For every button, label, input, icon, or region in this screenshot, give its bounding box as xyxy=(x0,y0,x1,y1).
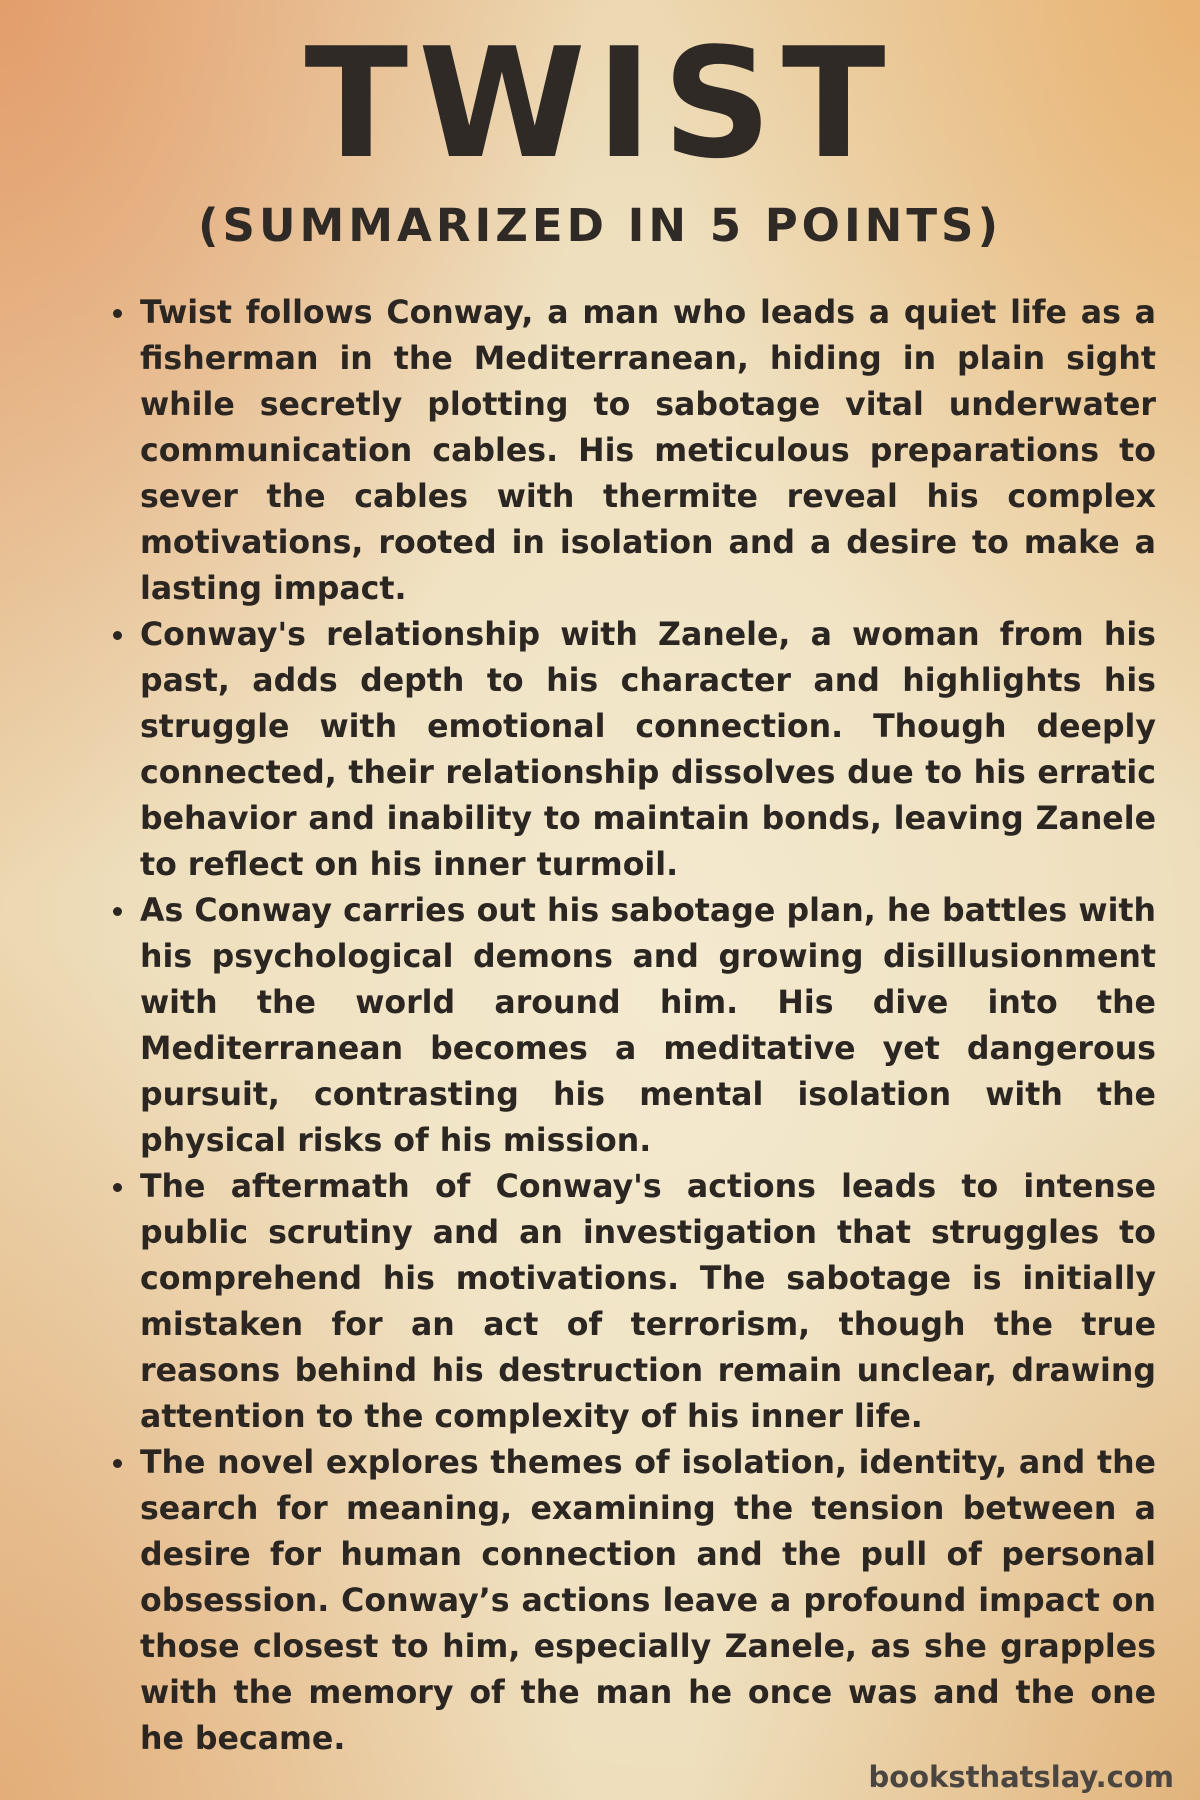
summary-point-4 xyxy=(140,1164,1156,1440)
summary-point-3 xyxy=(140,888,1156,1164)
summary-point-1 xyxy=(140,290,1156,612)
summary-point-5 xyxy=(140,1440,1156,1762)
summary-point-2 xyxy=(140,612,1156,888)
summary-point-text: As Conway carries out his sabotage plan, he battles with his psychological demons and growing disillusionment with the world around him. His dive into the Mediterranean becomes a meditative yet dangerous pursuit, contrasting his mental isolation with the physical risks of his mission. xyxy=(140,893,1156,1159)
summary-list xyxy=(0,290,1200,1762)
bullet-icon xyxy=(113,309,122,318)
summary-point-text: Twist follows Conway, a man who leads a quiet life as a fisherman in the Mediterranean, hiding in plain sight while secretly plotting to sabotage vital underwater communication cables. His meticulous preparations to sever the cables with thermite reveal his complex motivations, rooted in isolation and a desire to make a lasting impact. xyxy=(140,295,1156,607)
summary-point-text: Conway's relationship with Zanele, a woman from his past, adds depth to his character and highlights his struggle with emotional connection. Though deeply connected, their relationship dissolves due to his erratic behavior and inability to maintain bonds, leaving Zanele to reflect on his inner turmoil. xyxy=(140,617,1156,883)
summary-point-text: The aftermath of Conway's actions leads to intense public scrutiny and an investigation that struggles to comprehend his motivations. The sabotage is initially mistaken for an act of terrorism, though the true reasons behind his destruction remain unclear, drawing attention to the complexity of his inner life. xyxy=(140,1169,1156,1435)
bullet-icon xyxy=(113,1183,122,1192)
bullet-icon xyxy=(113,1459,122,1468)
bullet-icon xyxy=(113,631,122,640)
bullet-icon xyxy=(113,907,122,916)
summary-point-text: The novel explores themes of isolation, identity, and the search for meaning, examining the tension between a desire for human connection and the pull of personal obsession. Conway’s actions leave a profound impact on those closest to him, especially Zanele, as she grapples with the memory of the man he once was and the one he became. xyxy=(140,1445,1156,1757)
site-credit: booksthatslay.com xyxy=(868,1760,1174,1794)
page-title: TWIST xyxy=(304,15,896,192)
page-subtitle: (SUMMARIZED IN 5 POINTS) xyxy=(197,199,1003,252)
